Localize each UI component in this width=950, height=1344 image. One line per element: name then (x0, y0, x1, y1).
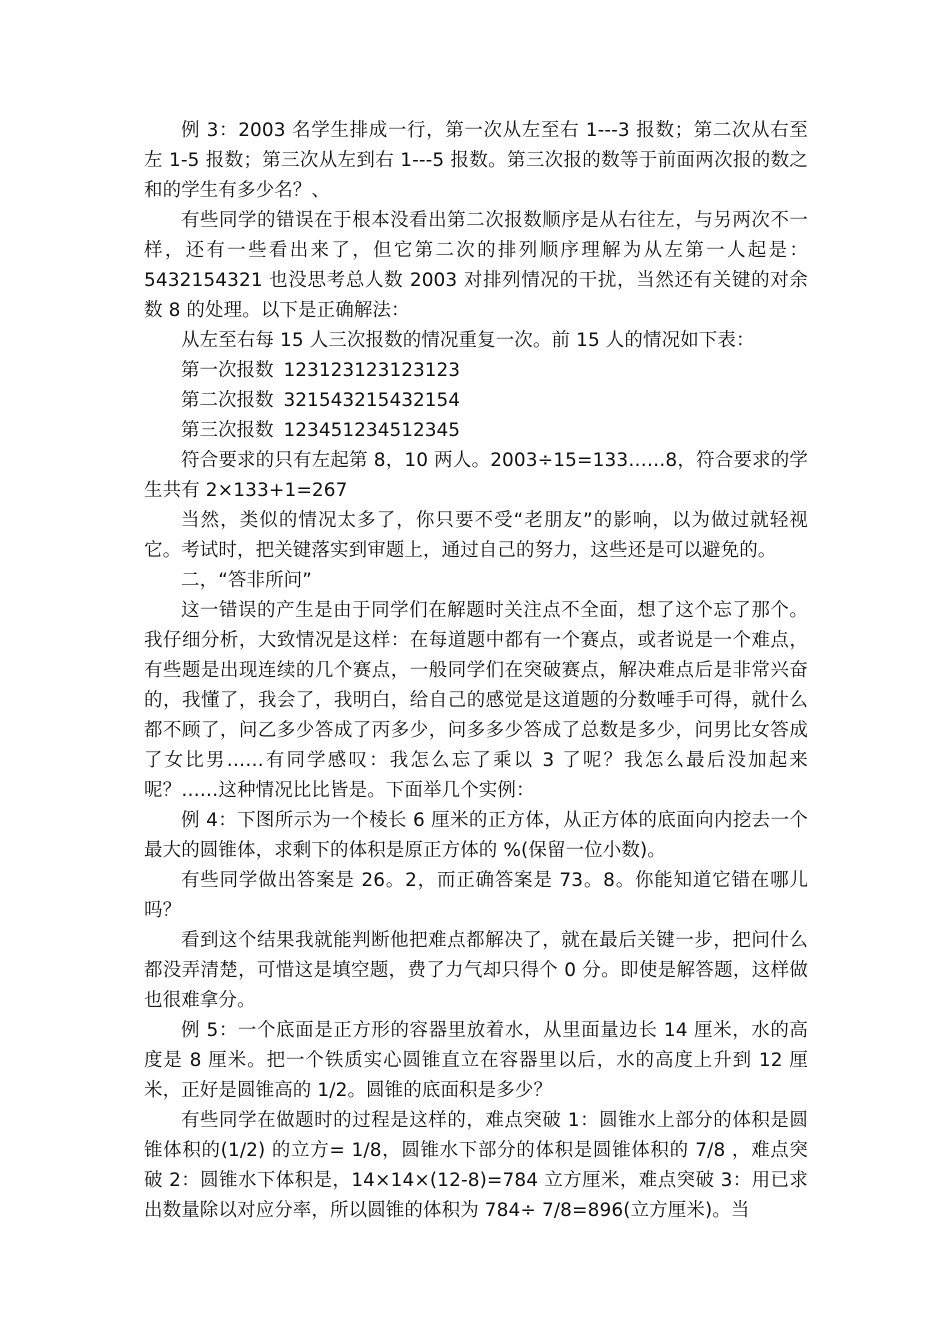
paragraph-example-5-process: 有些同学在做题时的过程是这样的，难点突破 1：圆锥水上部分的体积是圆锥体积的(1/2) 的立方= 1/8，圆锥水下部分的体积是圆锥体积的 7/8 ，难点突破 2：圆锥水下体积是，14×14×(12-8)=784 立方厘米，难点突破 3：用已求出数量除以对应分率，所以圆锥的体积为 784÷ 7/8=896(立方厘米)。当 (144, 1110, 808, 1221)
section-heading: 二，“答非所问” (181, 570, 312, 591)
paragraph-analysis: 这一错误的产生是由于同学们在解题时关注点不全面，想了这个忘了那个。我仔细分析，大致情况是这样：在每道题中都有一个赛点，或者说是一个难点，有些题是出现连续的几个赛点，一般同学们在突破赛点，解决难点后是非常兴奋的，我懂了，我会了，我明白，给自己的感觉是这道题的分数唾手可得，就什么都不顾了，问乙多少答成了丙多少，问多多少答成了总数是多少，问男比女答成了女比男……有同学感叹：我怎么忘了乘以 3 了呢？我怎么最后没加起来呢？……这种情况比比皆是。下面举几个实例： (144, 600, 808, 801)
paragraph-example-4-answers: 有些同学做出答案是 26。2，而正确答案是 73。8。你能知道它错在哪儿吗？ (144, 870, 808, 921)
paragraph-answer: 符合要求的只有左起第 8，10 两人。2003÷15=133……8，符合要求的学生共有 2×133+1=267 (144, 450, 808, 501)
paragraph-advice: 当然，类似的情况太多了，你只要不受“老朋友”的影响，以为做过就轻视它。考试时，把关键落实到审题上，通过自己的努力，这些还是可以避免的。 (144, 510, 808, 561)
paragraph-example-5: 例 5：一个底面是正方形的容器里放着水，从里面量边长 14 厘米，水的高度是 8 厘米。把一个铁质实心圆锥直立在容器里以后，水的高度上升到 12 厘米，正好是圆锥高的 1/2。圆锥的底面积是多少？ (144, 1020, 808, 1101)
paragraph-example-3: 例 3：2003 名学生排成一行，第一次从左至右 1---3 报数；第二次从右至左 1-5 报数；第三次从左到右 1---5 报数。第三次报的数等于前面两次报的数之和的学生有多少名？、 (144, 120, 808, 201)
paragraph-common-mistake: 有些同学的错误在于根本没看出第二次报数顺序是从右往左，与另两次不一样，还有一些看出来了，但它第二次的排列顺序理解为从左第一人起是：5432154321 也没思考总人数 2003 对排列情况的干扰，当然还有关键的对余数 8 的处理。以下是正确解法： (144, 210, 808, 321)
paragraph-table-intro: 从左至右每 15 人三次报数的情况重复一次。前 15 人的情况如下表： (181, 330, 755, 351)
count-table-sequence: 321543215432154 (283, 390, 461, 411)
document-body (144, 116, 808, 1226)
count-table-label: 第三次报数 (181, 420, 274, 441)
count-table-row-2 (144, 386, 808, 416)
count-table-row-3 (144, 416, 808, 446)
count-table-sequence: 123123123123123 (283, 360, 461, 381)
paragraph-example-4: 例 4：下图所示为一个棱长 6 厘米的正方体，从正方体的底面向内挖去一个最大的圆锥体，求剩下的体积是原正方体的 %(保留一位小数)。 (144, 810, 808, 861)
paragraph-example-4-comment: 看到这个结果我就能判断他把难点都解决了，就在最后关键一步，把问什么都没弄清楚，可惜这是填空题，费了力气却只得个 0 分。即使是解答题，这样做也很难拿分。 (144, 930, 808, 1011)
count-table-row-1 (144, 356, 808, 386)
count-table-sequence: 123451234512345 (283, 420, 461, 441)
count-table-label: 第二次报数 (181, 390, 274, 411)
count-table-label: 第一次报数 (181, 360, 274, 381)
